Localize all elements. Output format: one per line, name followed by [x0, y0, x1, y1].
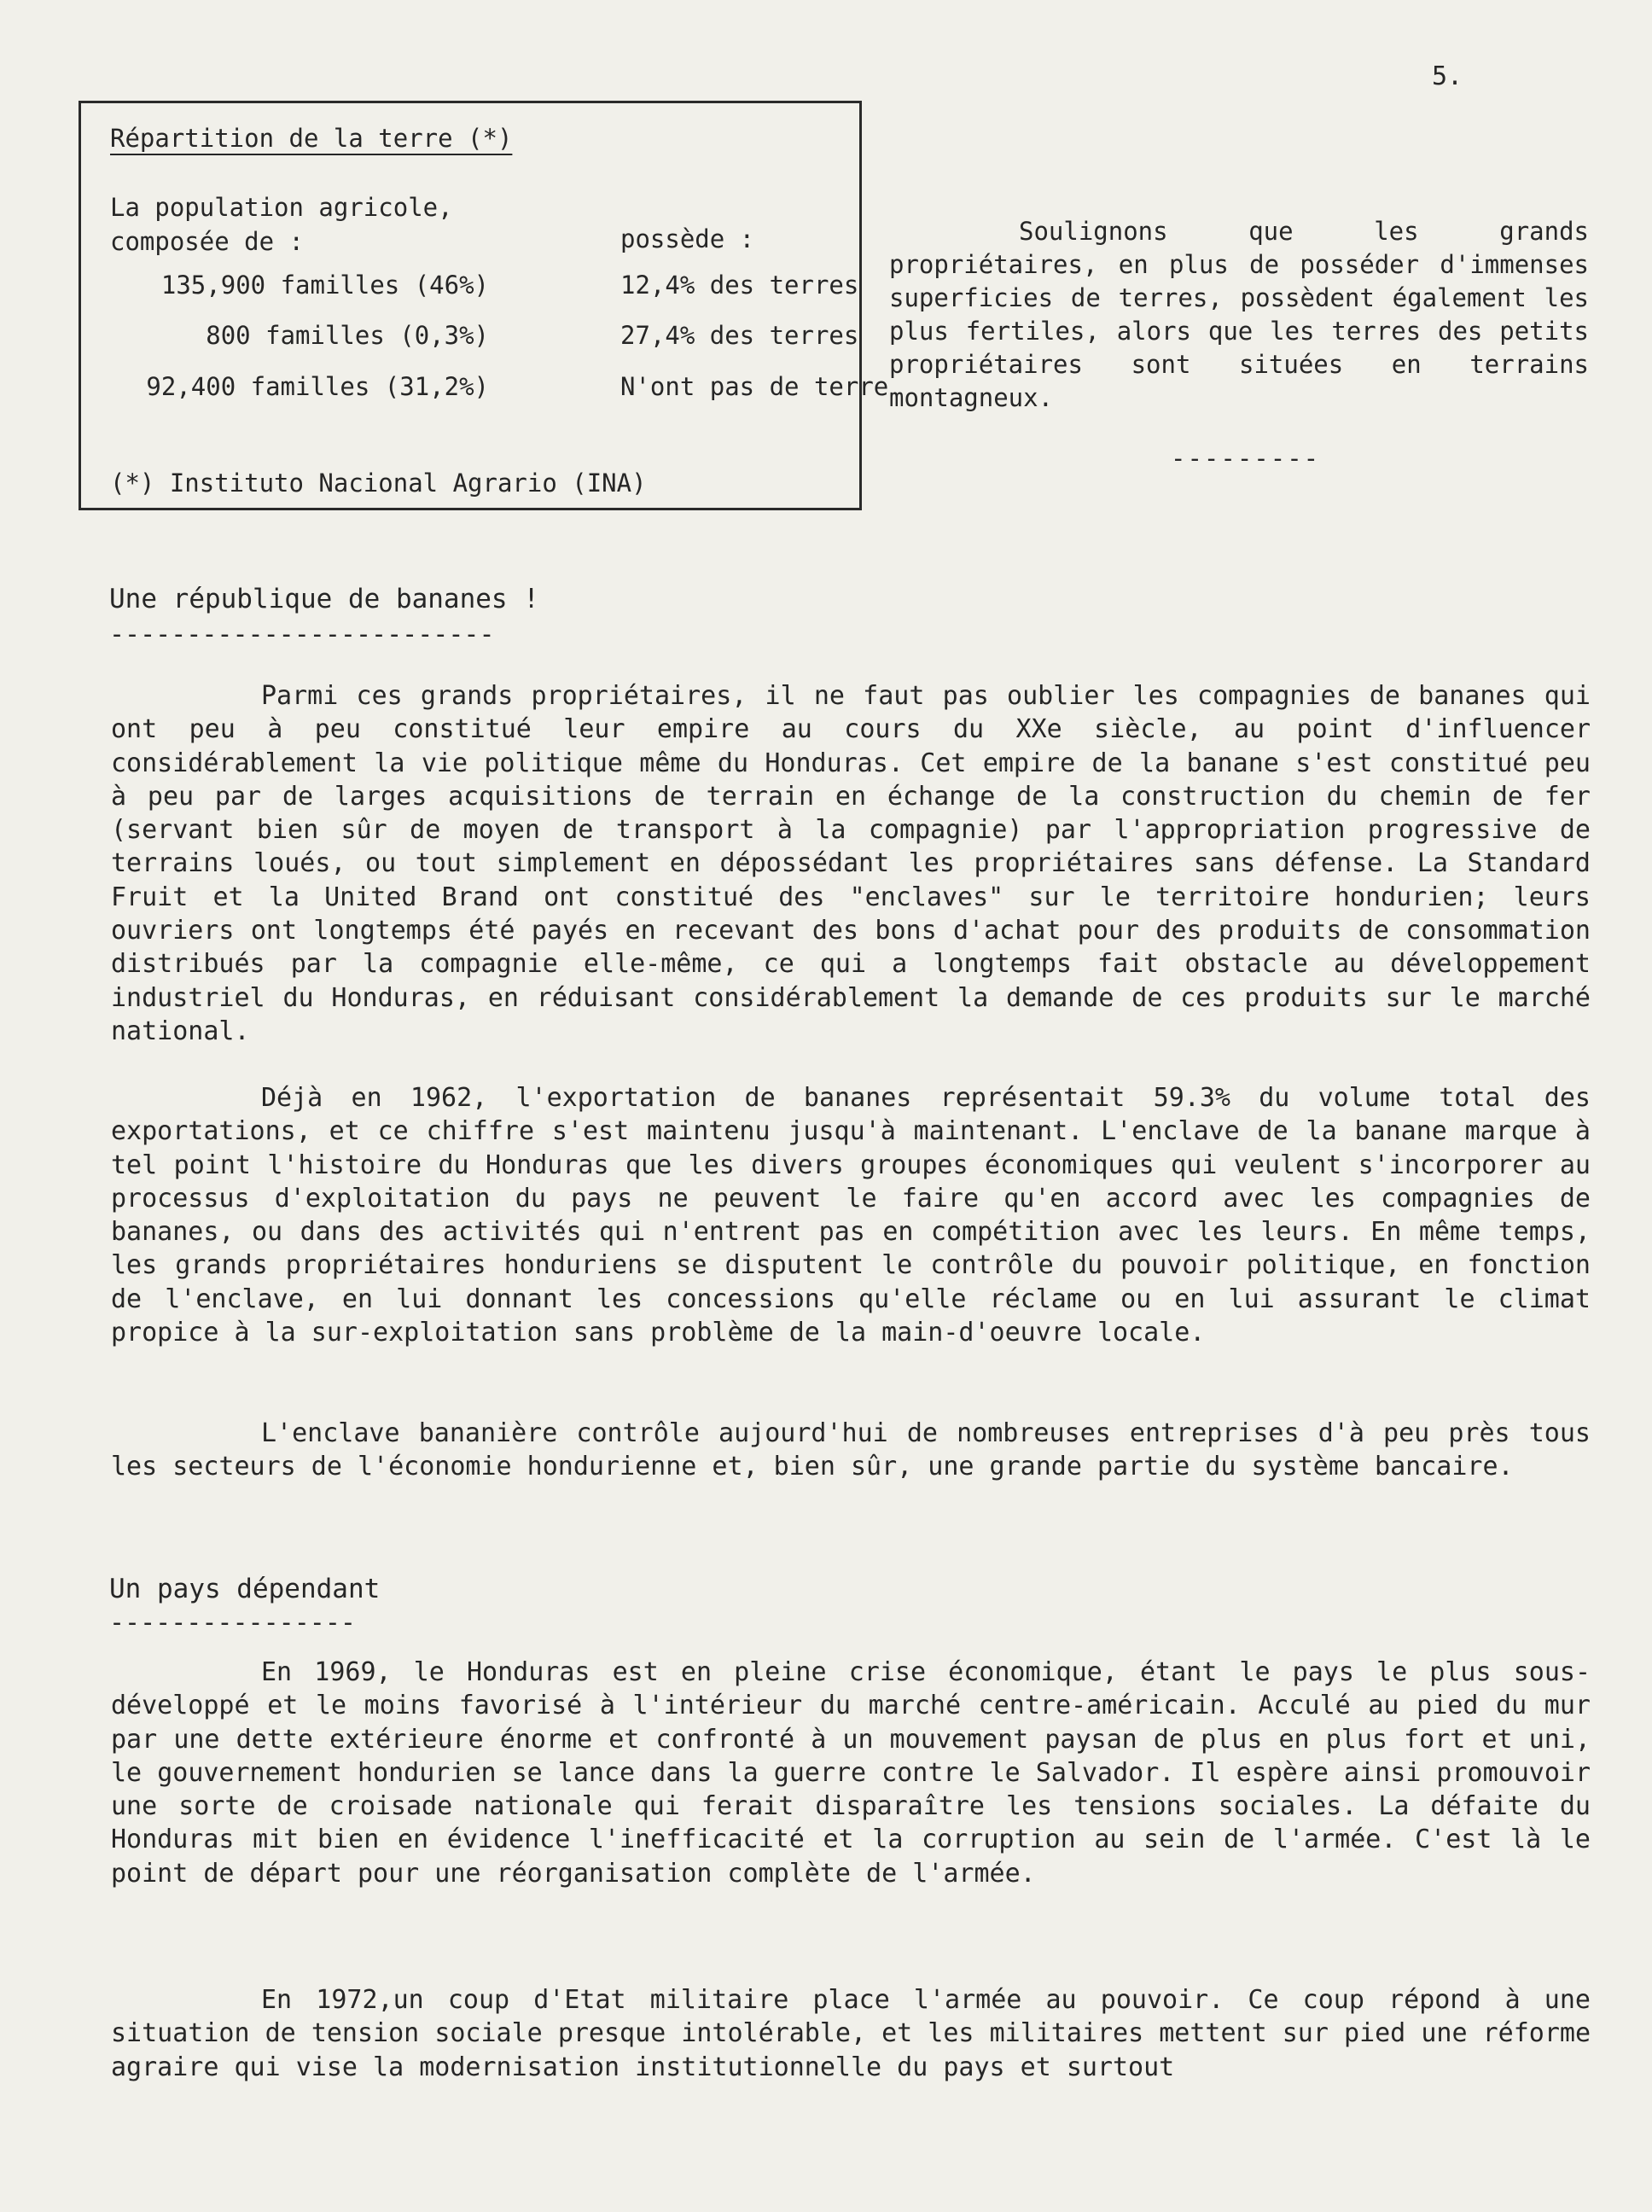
body-paragraph: Déjà en 1962, l'exportation de bananes représentait 59.3% du volume total des exportations, et ce chiffre s'est maintenu jusqu'à maintenant. L'enclave de la banane marque à tel point l'histoire du Honduras que les divers groupes économiques qui veulent s'incorporer au processus d'exploitation du pays ne peuvent le faire qu'en accord avec les compagnies de bananes, ou dans des activités qui n'entrent pas en compétition avec les leurs. En même temps, les grands propriétaires honduriens se disputent le contrôle du pouvoir politique, en fonction de l'enclave, en lui donnant les concessions qu'elle réclame ou en lui assurant le climat propice à la sur-exploitation sans problème de la main-d'oeuvre locale. [111, 1083, 1591, 1348]
distribution-row [110, 321, 859, 355]
box-possede-label: possède : [620, 224, 755, 253]
row-families: 800 familles (0,3%) [206, 321, 489, 350]
row-share: 12,4% des terres [620, 271, 859, 300]
box-title: Répartition de la terre (*) [110, 124, 513, 153]
land-distribution-box [79, 101, 889, 510]
distribution-row [110, 271, 859, 305]
row-families: 135,900 familles (46%) [160, 271, 489, 300]
page-number: 5. [1432, 61, 1463, 91]
heading-underline: ---------------- [109, 1608, 356, 1638]
body-paragraph: Parmi ces grands propriétaires, il ne faut pas oublier les compagnies de bananes qui ont peu à peu constitué leur empire au cours du XXe siècle, au point d'influencer considérablement la vie politique même du Honduras. Cet empire de la banane s'est constitué peu à peu par de larges acquisitions de terrain en échange de la construction du chemin de fer (servant bien sûr de moyen de transport à la compagnie) par l'appropriation progressive de terrains loués, ou tout simplement en dépossédant les propriétaires sans défense. La Standard Fruit et la United Brand ont constitué des "enclaves" sur le territoire hondurien; leurs ouvriers ont longtemps été payés en recevant des bons d'achat pour des produits de consommation distribués par la compagnie elle-même, ce qui a longtemps fait obstacle au développement industriel du Honduras, en réduisant considérablement la demande de ces produits sur le marché national. [111, 681, 1591, 1046]
body-paragraph: L'enclave bananière contrôle aujourd'hui de nombreuses entreprises d'à peu près tous les secteurs de l'économie hondurienne et, bien sûr, une grande partie du système bancaire. [111, 1418, 1591, 1482]
section-heading: Un pays dépendant [109, 1574, 381, 1604]
body-paragraph: En 1969, le Honduras est en pleine crise économique, étant le pays le plus sous-développé et le moins favorisé à l'intérieur du marché centre-américain. Acculé au pied du mur par une dette extérieure énorme et confronté à un mouvement paysan de plus en plus fort et uni, le gouvernement hondurien se lance dans la guerre contre le Salvador. Il espère ainsi promouvoir une sorte de croisade nationale qui ferait disparaître les tensions sociales. La défaite du Honduras mit bien en évidence l'inefficacité et la corruption au sein de l'armée. C'est là le point de départ pour une réorganisation complète de l'armée. [111, 1657, 1591, 1889]
row-families: 92,400 familles (31,2%) [146, 372, 489, 401]
box-intro-line: La population agricole, [110, 193, 453, 222]
distribution-row [110, 372, 889, 406]
heading-underline: ------------------------- [109, 620, 495, 649]
row-share: N'ont pas de terre [620, 372, 889, 401]
section-heading: Une république de bananes ! [109, 584, 539, 614]
body-paragraph: En 1972,un coup d'Etat militaire place l'armée au pouvoir. Ce coup répond à une situation de tension sociale presque intolérable, et les militaires mettent sur pied une réforme agraire qui vise la modernisation institutionnelle du pays et surtout [111, 1985, 1591, 2082]
side-rule: --------- [1171, 444, 1321, 473]
row-share: 27,4% des terres [620, 321, 859, 350]
box-footnote: (*) Instituto Nacional Agrario (INA) [110, 469, 647, 498]
box-intro [110, 190, 453, 259]
side-paragraph: Soulignons que les grands propriétaires, en plus de posséder d'immenses superficies de terres, possèdent également les plus fertiles, alors que les terres des petits propriétaires sont situées en terrains montagneux. [889, 217, 1589, 412]
box-intro-line: composée de : [110, 227, 304, 256]
